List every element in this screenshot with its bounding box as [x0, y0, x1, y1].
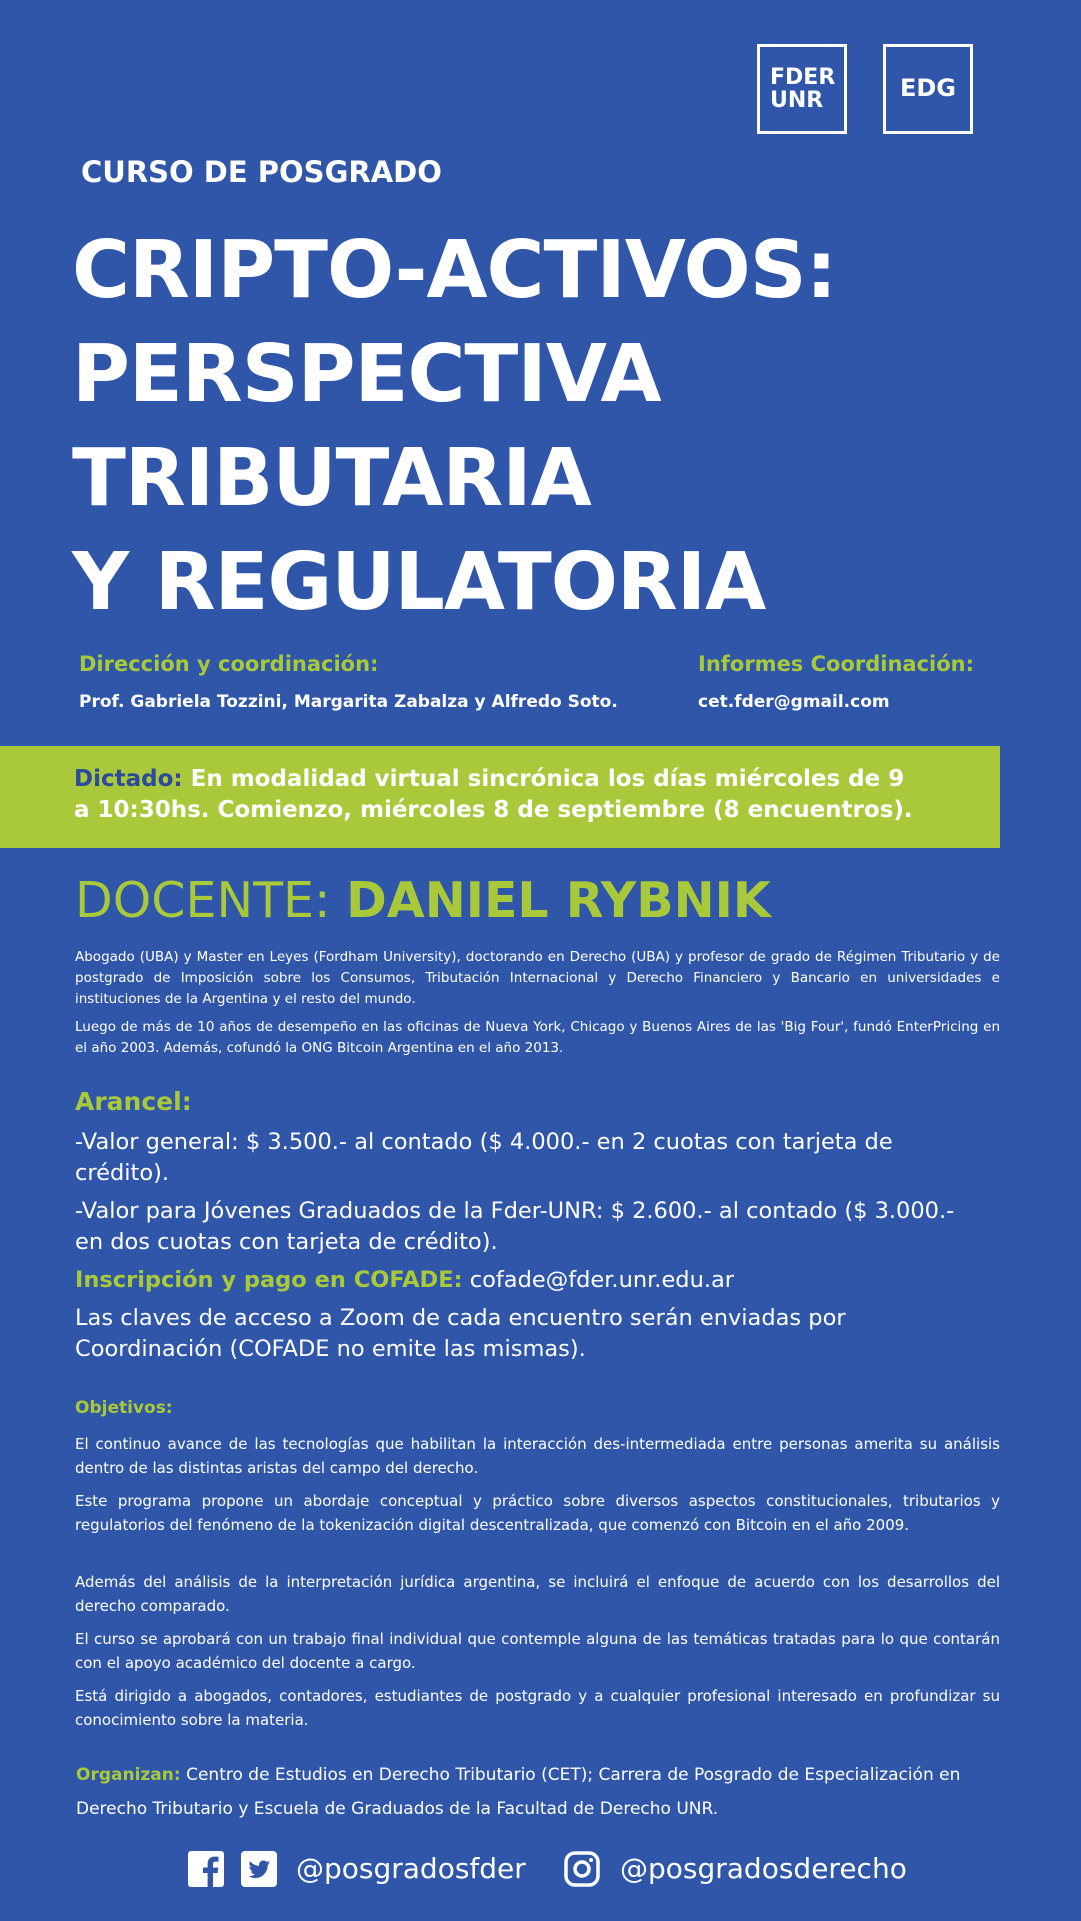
info-label: Informes Coordinación: — [698, 652, 975, 676]
course-label: CURSO DE POSGRADO — [81, 155, 442, 189]
direction-label: Dirección y coordinación: — [79, 652, 379, 676]
arancel-label: Arancel: — [75, 1087, 192, 1116]
objetivos-paragraph-5: Está dirigido a abogados, contadores, estudiantes de postgrado y a cualquier profesional interesado en profundizar su conocimiento sobre la materia. — [75, 1687, 1000, 1729]
logo-fder-text: FDER — [770, 64, 836, 90]
organizan — [76, 1758, 1006, 1826]
objetivos-paragraph-4: El curso se aprobará con un trabajo final individual que contemple alguna de las temáticas tratadas para lo que contarán con el apoyo académico del docente a cargo. — [75, 1630, 1000, 1672]
fee-general: -Valor general: $ 3.500.- al contado ($ 4.000.- en 2 cuotas con tarjeta de crédito). — [75, 1129, 893, 1186]
objetivos-paragraph-1: El continuo avance de las tecnologías que habilitan la interacción des-intermediada entre personas amerita su análisis dentro de las distintas aristas del campo del derecho. — [75, 1435, 1000, 1477]
objetivos-paragraph-2: Este programa propone un abordaje conceptual y práctico sobre diversos aspectos constitucionales, tributarios y regulatorios del fenómeno de la tokenización digital descentralizada, que comenzó con Bitcoin en el año 2009. — [75, 1492, 1000, 1534]
docente-bio-1: Abogado (UBA) y Master en Leyes (Fordham University), doctorando en Derecho (UBA) y profesor de grado de Régimen Tributario y de postgrado de Imposición sobre los Consumos, Tributación Internacional y Derecho Financiero y Bancario en universidades e instituciones de la Argentina y el resto del mundo. — [75, 949, 1000, 1007]
objetivos-paragraph-3: Además del análisis de la interpretación jurídica argentina, se incluirá el enfoque de acuerdo con los desarrollos del derecho comparado. — [75, 1573, 1000, 1615]
docente-name: DANIEL RYBNIK — [346, 872, 771, 929]
docente-heading — [75, 872, 771, 929]
title-line-1: CRIPTO-ACTIVOS: — [72, 224, 837, 316]
page-title — [72, 218, 836, 634]
instagram-icon[interactable] — [564, 1851, 600, 1887]
title-line-3: TRIBUTARIA — [72, 432, 591, 524]
logo-edg-text: EDG — [899, 74, 956, 103]
info-email[interactable]: cet.fder@gmail.com — [698, 692, 890, 712]
inscripcion-label: Inscripción y pago en COFADE: — [75, 1267, 463, 1293]
title-line-4: Y REGULATORIA — [72, 536, 766, 628]
social-handle-2[interactable]: @posgradosderecho — [620, 1852, 907, 1885]
edg-logo — [883, 44, 973, 134]
twitter-icon[interactable] — [241, 1851, 277, 1887]
organizan-text: Centro de Estudios en Derecho Tributario (CET); Carrera de Posgrado de Especialización en Derecho Tributario y Escuela de Graduados de la Facultad de Derecho UNR. — [76, 1765, 961, 1819]
docente-bio-2: Luego de más de 10 años de desempeño en las oficinas de Nueva York, Chicago y Buenos Aires de las 'Big Four', fundó EnterPricing en el año 2003. Además, cofundó la ONG Bitcoin Argentina en el año 2013. — [75, 1019, 1000, 1056]
objetivos-label: Objetivos: — [75, 1398, 173, 1418]
zoom-note: Las claves de acceso a Zoom de cada encuentro serán enviadas por Coordinación (COFADE no emite las mismas). — [75, 1305, 846, 1362]
organizan-label: Organizan: — [76, 1765, 181, 1785]
fee-graduates: -Valor para Jóvenes Graduados de la Fder-UNR: $ 2.600.- al contado ($ 3.000.- en dos cuotas con tarjeta de crédito). — [75, 1198, 955, 1255]
direction-names: Prof. Gabriela Tozzini, Margarita Zabalza y Alfredo Soto. — [79, 692, 618, 712]
docente-label: DOCENTE: — [75, 872, 331, 929]
inscripcion — [75, 1265, 975, 1296]
dictado-text-line-1: En modalidad virtual sincrónica los días miércoles de 9 — [190, 766, 905, 792]
dictado-label: Dictado: — [74, 766, 183, 792]
facebook-icon[interactable] — [188, 1851, 224, 1887]
fder-unr-logo — [757, 44, 847, 134]
dictado-text-line-2: a 10:30hs. Comienzo, miércoles 8 de septiembre (8 encuentros). — [74, 797, 913, 823]
social-handle-1[interactable]: @posgradosfder — [296, 1852, 526, 1885]
logo-unr-text: UNR — [770, 88, 824, 113]
inscripcion-email[interactable]: cofade@fder.unr.edu.ar — [469, 1267, 735, 1293]
dictado-band — [0, 746, 1000, 848]
title-line-2: PERSPECTIVA — [72, 328, 661, 420]
